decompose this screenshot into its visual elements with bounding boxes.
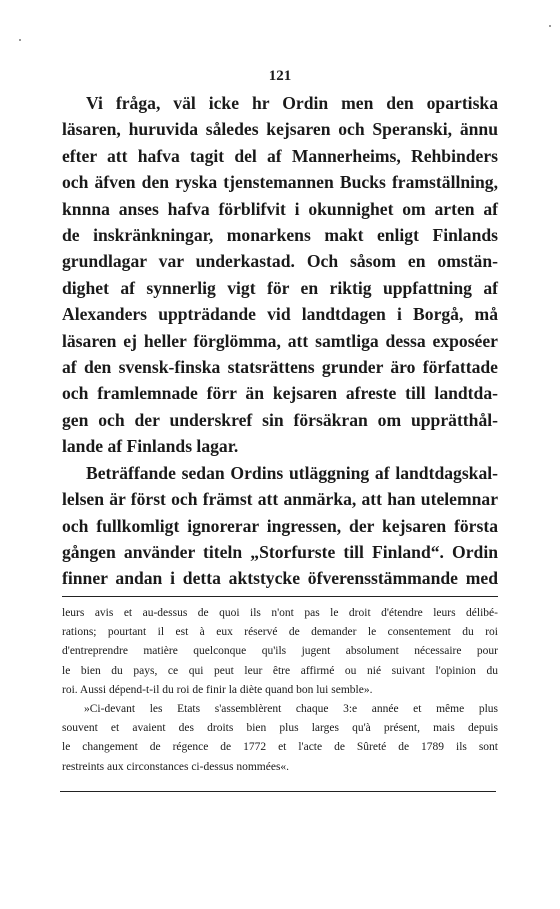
text-line: knnna anses hafva förblifvit i okunnighet om arten af (62, 198, 498, 219)
text-line: och äfven den ryska tjenstemannen Bucks framställning, (62, 172, 498, 193)
main-text (62, 90, 498, 592)
footnote-separator (62, 596, 498, 597)
footnote-line: leurs avis et au-dessus de quoi ils n'ont pas le droit d'étendre leurs délibé- (62, 607, 498, 619)
page-number: 121 (268, 68, 292, 84)
bottom-rule (60, 791, 496, 792)
text-line: läsaren, huruvida således kejsaren och Speranski, ännu (62, 119, 498, 140)
footnote-line: restreints aux circonstances ci-dessus nommées«. (62, 760, 290, 773)
scan-speck (549, 25, 551, 27)
footnote-paragraph-1 (62, 604, 498, 700)
paragraph-2 (62, 460, 498, 592)
footnote-line: souvent et avaient des droits bien plus larges qu'à présent, mais depuis (62, 722, 498, 735)
footnote-line: le changement de régence de 1772 et l'acte de Sûreté de 1789 ils sont (62, 741, 498, 754)
text-line: de inskränkningar, monarkens makt enligt Finlands (62, 225, 498, 246)
text-line: efter att hafva tagit del af Mannerheims, Rehbinders (62, 145, 498, 166)
scan-speck (19, 39, 21, 41)
text-line: gen och der underskref sin försäkran om upprätthål- (62, 409, 498, 430)
text-line: och framlemnade förr än kejsaren afreste till landtda- (62, 383, 498, 404)
text-line: af den svensk-finska statsrättens grunder äro författade (62, 357, 498, 378)
text-line: Beträffande sedan Ordins utläggning af landtdagskal- (86, 462, 498, 483)
text-line: och fullkomligt ignorerar ingressen, der kejsaren första (62, 515, 498, 536)
text-line: Vi fråga, väl icke hr Ordin men den opartiska (86, 93, 498, 113)
footnote-line: rations; pourtant il est à eux réservé de demander le consentement du roi (62, 626, 498, 639)
footnote-line: le bien du pays, ce qui peut leur être affirmé ou nié suivant l'opinion du (62, 664, 498, 677)
text-line: finner andan i detta aktstycke öfverensstämmande med (62, 568, 498, 589)
footnote-line: d'entreprendre matière quelconque qu'ils jugent absolument nécessaire pour (62, 645, 498, 658)
text-line: läsaren ej heller förglömma, att samtliga dessa exposéer (62, 330, 498, 351)
footnote-line: roi. Aussi dépend-t-il du roi de finir la diète quand bon lui semble». (62, 683, 373, 696)
paragraph-1 (62, 90, 498, 460)
text-line: dighet af synnerlig vigt för en riktig uppfattning af (62, 277, 498, 298)
footnote-line: »Ci-devant les Etats s'assemblèrent chaque 3:e année et même plus (84, 703, 498, 716)
text-line: lande af Finlands lagar. (62, 436, 239, 457)
footnote-paragraph-2 (62, 700, 498, 777)
footnote (62, 604, 498, 777)
text-line: grundlagar var underkastad. Och såsom en omstän- (62, 251, 498, 272)
text-line: gången använder titeln „Storfurste till Finland“. Ordin (62, 541, 498, 562)
text-line: lelsen är först och främst att anmärka, att han utelemnar (62, 489, 498, 510)
text-line: Alexanders uppträdande vid landtdagen i Borgå, må (62, 304, 498, 325)
